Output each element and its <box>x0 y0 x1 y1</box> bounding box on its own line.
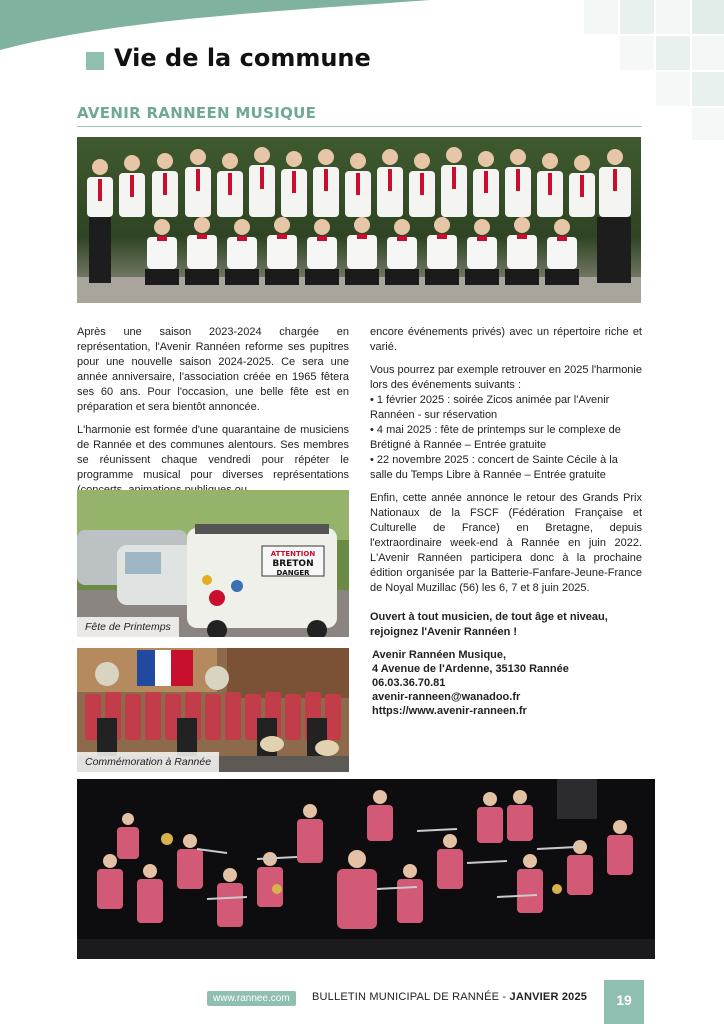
grid-pattern-decoration <box>584 0 724 140</box>
event-item: • 22 novembre 2025 : concert de Sainte Cécile à la salle du Temps Libre à Rannée – Entrée gratuite <box>370 454 618 481</box>
contact-address: 4 Avenue de l'Ardenne, 35130 Rannée <box>372 663 569 675</box>
fete-printemps-caption: Fête de Printemps <box>77 617 179 637</box>
fete-printemps-photo <box>77 490 349 637</box>
section-title: AVENIR RANNEEN MUSIQUE <box>77 104 317 122</box>
footer-bulletin-title: BULLETIN MUNICIPAL DE RANNÉE - JANVIER 2025 <box>312 991 588 1003</box>
grands-prix-paragraph: Enfin, cette année annonce le retour des Grands Prix Nationaux de la FSCF (Fédération Française et Culturelle de France) en Bretagne, depuis l'extraordinaire week-end à Rannée en juin 2022. L'Avenir Rannéen participera donc à la prochaine édition organisée par la Batterie-Fanfare-Jeune-France de Noyal Muzillac (56) les 6, 7 et 8 juin 2025. <box>370 492 642 594</box>
harmonie-paragraph: L'harmonie est formée d'une quarantaine de musiciens de Rannée et des communes alentours. Ses membres se réunissent chaque vendredi pour répéter le programme musical pour diverses représentations <box>77 424 349 481</box>
repertoire-paragraph: encore événements privés) avec un répertoire riche et varié. <box>370 326 642 353</box>
commemoration-caption: Commémoration à Rannée <box>77 752 219 772</box>
commemoration-photo <box>77 648 349 772</box>
contact-name: Avenir Rannéen Musique, <box>372 649 507 661</box>
contact-website-link[interactable]: https://www.avenir-ranneen.fr <box>372 705 527 717</box>
event-item: • 4 mai 2025 : fête de printemps sur le complexe de Brétigné à Rannée – Entrée gratuite <box>370 424 621 451</box>
left-text-column <box>77 325 349 506</box>
concert-photo <box>77 779 655 959</box>
section-divider <box>77 126 642 127</box>
footer-issue-date: JANVIER 2025 <box>509 991 588 1003</box>
footer-website-link[interactable]: www.rannee.com <box>207 991 296 1006</box>
right-text-column <box>370 325 642 718</box>
svg-text:BRETON: BRETON <box>272 559 314 569</box>
contact-phone[interactable]: 06.03.36.70.81 <box>372 677 446 689</box>
page-number: 19 <box>604 980 644 1024</box>
group-photo <box>77 137 641 303</box>
van-sign-text: ATTENTION <box>270 550 316 558</box>
event-item: • 1 février 2025 : soirée Zicos animée par l'Avenir Rannéen - sur réservation <box>370 394 610 421</box>
contact-email[interactable]: avenir-ranneen@wanadoo.fr <box>372 691 521 703</box>
page-title: Vie de la commune <box>114 44 371 72</box>
events-intro: Vous pourrez par exemple retrouver en 2025 l'harmonie lors des événements suivants : <box>370 364 642 391</box>
intro-paragraph: Après une saison 2023-2024 chargée en représentation, l'Avenir Rannéen reforme ses pupitres pour une nouvelle saison 2024-2025. Ce sera une année anniversaire, l'association créée en 1965 fêtera ses 60 ans. Pour l'occasion, une belle fête est en préparation et sera bientôt annoncée. <box>77 326 349 413</box>
svg-text:DANGER: DANGER <box>276 569 310 577</box>
call-to-action: Ouvert à tout musicien, de tout âge et niveau, rejoignez l'Avenir Rannéen ! <box>370 611 608 638</box>
contact-block <box>370 648 642 718</box>
